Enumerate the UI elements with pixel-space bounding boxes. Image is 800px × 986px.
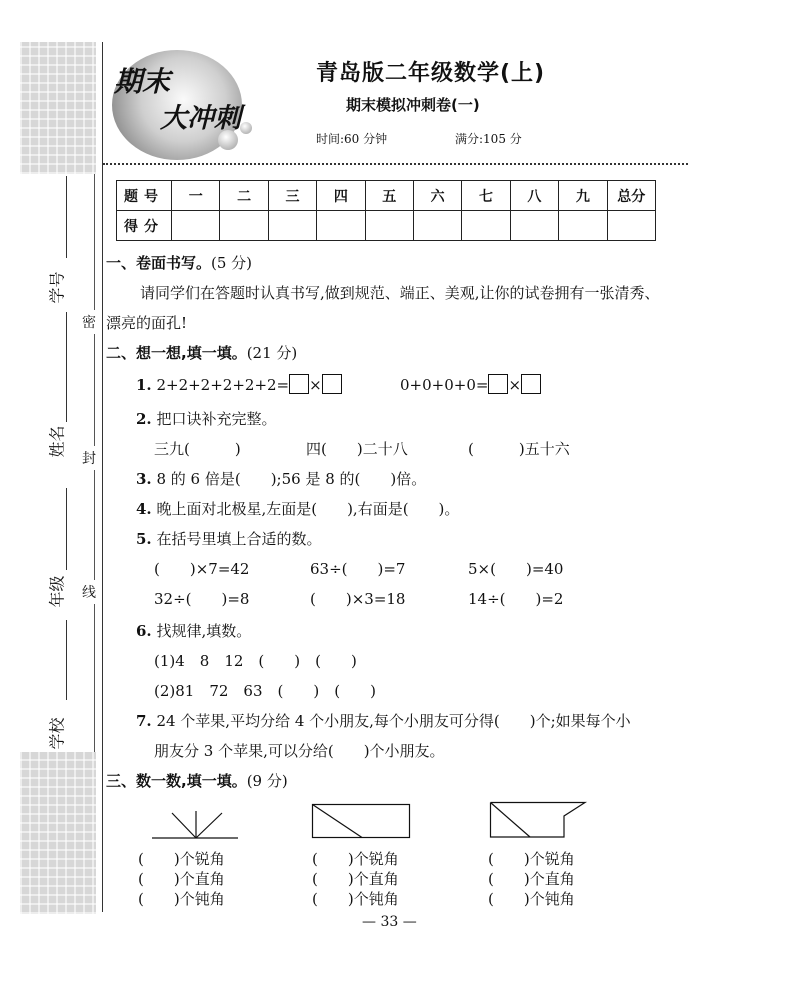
score-table-score-row <box>117 211 656 241</box>
logo-text-2: 大冲刺 <box>160 103 241 134</box>
field-label-nianji: 年级 <box>47 575 67 608</box>
question-6a[interactable]: (1)4 8 12 ( ) ( ) <box>154 652 357 670</box>
question-5 <box>136 528 321 549</box>
section-2-points: (21 分) <box>246 344 298 362</box>
question-5-number: 5. <box>136 530 152 548</box>
question-2c[interactable]: ( )五十六 <box>468 440 570 458</box>
figure-trapezoid-diagonal <box>491 803 531 838</box>
question-1b <box>400 374 541 394</box>
question-6-number: 6. <box>136 622 152 640</box>
logo-text-1: 期末 <box>114 65 171 98</box>
section-1-text-line2: 漂亮的面孔! <box>106 314 188 332</box>
score-col: 三 <box>268 181 316 211</box>
question-2-number: 2. <box>136 410 152 428</box>
question-2 <box>136 408 276 429</box>
question-5c[interactable]: 5×( )=40 <box>468 560 564 578</box>
field-line-xuehao <box>66 176 67 258</box>
figure-trapezoid-outline <box>491 803 586 838</box>
page-number: — 33 — <box>362 914 417 930</box>
answer-box[interactable] <box>488 374 508 394</box>
question-1a-text: 2+2+2+2+2+2= <box>156 376 290 394</box>
fig1-obtuse[interactable]: ( )个钝角 <box>138 890 225 908</box>
score-col: 七 <box>462 181 510 211</box>
question-5a[interactable]: ( )×7=42 <box>154 560 250 578</box>
question-7-text-line1[interactable]: 24 个苹果,平均分给 4 个小朋友,每个小朋友可分得( )个;如果每个小 <box>156 712 631 730</box>
question-4-number: 4. <box>136 500 152 518</box>
question-7-text-line2[interactable]: 朋友分 3 个苹果,可以分给( )个小朋友。 <box>154 742 445 760</box>
question-1 <box>136 374 342 394</box>
figure-rectangle-diagonal <box>313 805 363 838</box>
score-col: 八 <box>510 181 558 211</box>
field-label-xingming: 姓名 <box>47 425 67 458</box>
seal-mi: 密 <box>82 310 96 334</box>
fig3-obtuse[interactable]: ( )个钝角 <box>488 890 575 908</box>
score-col: 四 <box>317 181 365 211</box>
score-col: 总分 <box>607 181 655 211</box>
question-6-text: 找规律,填数。 <box>156 622 252 640</box>
question-4 <box>136 498 459 519</box>
figure-rays-ray <box>172 813 196 838</box>
figure-trapezoid <box>490 802 590 844</box>
question-6b[interactable]: (2)81 72 63 ( ) ( ) <box>154 682 376 700</box>
field-label-xuexiao: 学校 <box>47 717 67 750</box>
binding-pattern-top <box>20 42 96 174</box>
question-2b[interactable]: 四( )二十八 <box>306 440 408 458</box>
score-cell[interactable] <box>172 211 220 241</box>
question-7 <box>136 710 631 731</box>
score-cell[interactable] <box>413 211 461 241</box>
score-col: 五 <box>365 181 413 211</box>
answer-box[interactable] <box>289 374 309 394</box>
section-1-text-line1: 请同学们在答题时认真书写,做到规范、端正、美观,让你的试卷拥有一张清秀、 <box>140 284 660 302</box>
score-header-label: 题号 <box>117 181 172 211</box>
question-1b-text: 0+0+0+0= <box>400 376 489 394</box>
score-col: 二 <box>220 181 268 211</box>
section-1-title: 一、卷面书写。 <box>106 254 212 272</box>
question-2-text: 把口诀补充完整。 <box>156 410 277 428</box>
exam-time: 时间:60 分钟 <box>316 132 388 146</box>
page-subtitle: 期末模拟冲刺卷(一) <box>346 96 480 114</box>
fig2-obtuse[interactable]: ( )个钝角 <box>312 890 399 908</box>
question-4-text[interactable]: 晚上面对北极星,左面是( ),右面是( )。 <box>156 500 460 518</box>
logo-bubble <box>240 122 252 134</box>
field-line-nianji <box>66 488 67 570</box>
score-row-label: 得分 <box>117 211 172 241</box>
section-3-title: 三、数一数,填一填。 <box>106 772 247 790</box>
section-1-points: (5 分) <box>211 254 253 272</box>
answer-box[interactable] <box>322 374 342 394</box>
field-line-xuexiao <box>66 620 67 700</box>
fig1-right[interactable]: ( )个直角 <box>138 870 225 888</box>
score-col: 六 <box>413 181 461 211</box>
score-cell[interactable] <box>317 211 365 241</box>
figure-rays-ray <box>196 813 222 838</box>
question-5b[interactable]: 63÷( )=7 <box>310 560 406 578</box>
score-col: 一 <box>172 181 220 211</box>
exam-full-score: 满分:105 分 <box>455 132 522 146</box>
page-title: 青岛版二年级数学(上) <box>316 61 546 86</box>
question-5-text: 在括号里填上合适的数。 <box>156 530 322 548</box>
score-cell[interactable] <box>559 211 607 241</box>
binding-line-inner <box>102 42 103 912</box>
section-2-heading <box>106 342 297 363</box>
seal-xian: 线 <box>82 580 96 604</box>
binding-pattern-bottom <box>20 752 96 914</box>
question-5e[interactable]: ( )×3=18 <box>310 590 406 608</box>
section-3-heading <box>106 770 288 791</box>
question-5f[interactable]: 14÷( )=2 <box>468 590 564 608</box>
figure-rectangle-outline <box>313 805 410 838</box>
score-cell[interactable] <box>268 211 316 241</box>
question-2a[interactable]: 三九( ) <box>154 440 241 458</box>
section-1-heading <box>106 252 252 273</box>
header-divider <box>103 163 688 165</box>
field-label-xuehao: 学号 <box>47 271 67 304</box>
fig1-acute[interactable]: ( )个锐角 <box>138 850 225 868</box>
question-3 <box>136 468 426 489</box>
section-2-title: 二、想一想,填一填。 <box>106 344 247 362</box>
question-6 <box>136 620 251 641</box>
score-cell[interactable] <box>462 211 510 241</box>
fig2-acute[interactable]: ( )个锐角 <box>312 850 399 868</box>
answer-box[interactable] <box>521 374 541 394</box>
question-1-number: 1. <box>136 376 152 394</box>
score-cell[interactable] <box>607 211 655 241</box>
score-cell[interactable] <box>510 211 558 241</box>
score-col: 九 <box>559 181 607 211</box>
question-3-text[interactable]: 8 的 6 倍是( );56 是 8 的( )倍。 <box>156 470 427 488</box>
score-table <box>116 180 656 241</box>
figure-rectangle <box>312 804 412 844</box>
question-5d[interactable]: 32÷( )=8 <box>154 590 250 608</box>
fig3-right[interactable]: ( )个直角 <box>488 870 575 888</box>
seal-feng: 封 <box>82 446 96 470</box>
score-cell[interactable] <box>220 211 268 241</box>
question-7-number: 7. <box>136 712 152 730</box>
score-table-header-row <box>117 181 656 211</box>
times-sign: × <box>309 376 322 394</box>
fig3-acute[interactable]: ( )个锐角 <box>488 850 575 868</box>
score-cell[interactable] <box>365 211 413 241</box>
field-line-xingming <box>66 312 67 422</box>
times-sign: × <box>508 376 522 394</box>
section-3-points: (9 分) <box>246 772 288 790</box>
question-3-number: 3. <box>136 470 152 488</box>
figure-rays <box>152 805 242 845</box>
fig2-right[interactable]: ( )个直角 <box>312 870 399 888</box>
